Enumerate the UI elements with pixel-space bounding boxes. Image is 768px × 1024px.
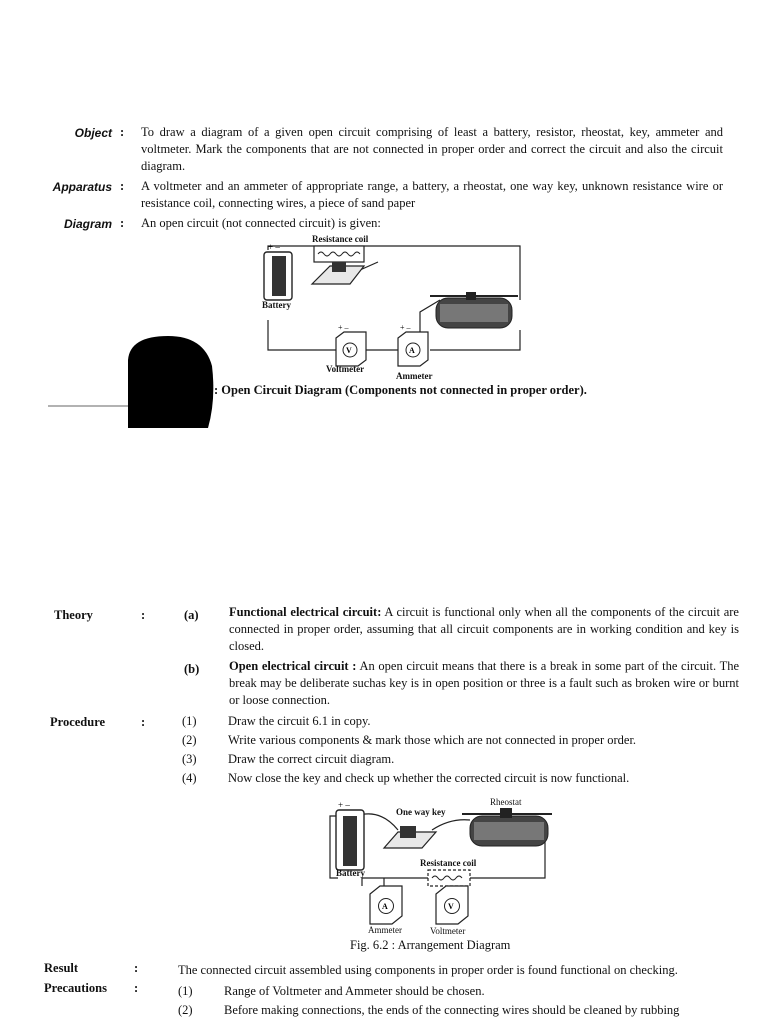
theory-label: Theory <box>54 608 93 622</box>
precaution-item: (1) Range of Voltmeter and Ammeter should be chosen. <box>178 984 485 998</box>
wire-left-bottom <box>268 320 338 350</box>
precautions-label: Precautions <box>44 981 107 995</box>
diagram-text: An open circuit (not connected circuit) is given: <box>141 216 381 230</box>
procedure-colon: : <box>141 715 146 729</box>
svg-text:+ –: + – <box>268 242 280 252</box>
wire-right <box>430 330 520 350</box>
precautions-colon: : <box>134 981 139 995</box>
key-fig2 <box>384 826 436 848</box>
theory-colon: : <box>141 608 146 622</box>
ammeter-fig1 <box>398 323 428 366</box>
theory-a-title: Functional electrical circuit: <box>229 605 382 619</box>
diagram-colon: : <box>120 216 125 230</box>
arrangement-figure <box>0 790 768 940</box>
procedure-step: (4) Now close the key and check up whether the corrected circuit is now functional. <box>182 771 630 785</box>
procedure-step: (2) Write various components & mark those which are not connected in proper order. <box>182 733 637 747</box>
apparatus-label: Apparatus <box>52 180 112 194</box>
resistance-coil-fig2 <box>428 870 470 886</box>
open-circuit-figure <box>0 0 768 440</box>
theory-a-paragraph <box>229 604 739 655</box>
fig1-ammeter-label: Ammeter <box>396 371 433 381</box>
procedure-label: Procedure <box>50 715 106 729</box>
theory-b-marker: (b) <box>184 662 200 676</box>
theory-a-marker: (a) <box>184 608 199 622</box>
key-fig1 <box>312 262 364 284</box>
fig1-battery-label: Battery <box>262 300 291 310</box>
fig2-ammeter-label: Ammeter <box>368 925 402 935</box>
wire-top <box>268 246 520 300</box>
battery-fig2 <box>336 800 364 870</box>
svg-text:V: V <box>346 346 352 355</box>
svg-text:V: V <box>448 902 454 911</box>
svg-text:+ –: + – <box>338 323 349 332</box>
fig1-caption: : Open Circuit Diagram (Components not connected in proper order). <box>214 383 587 397</box>
resistance-coil <box>314 246 364 262</box>
svg-text:+ –: + – <box>400 323 411 332</box>
rheostat-fig1 <box>430 292 518 328</box>
diagram-label: Diagram <box>63 217 112 231</box>
fig2-rheostat-label: Rheostat <box>490 797 522 807</box>
result-colon: : <box>134 961 139 975</box>
procedure-step: (1) Draw the circuit 6.1 in copy. <box>182 714 371 728</box>
fig2-voltmeter-label: Voltmeter <box>430 926 466 936</box>
apparatus-colon: : <box>120 179 125 193</box>
theory-b-text: An open circuit means that there is a break in some part of the circuit. The break may be deliberate suchas key is in open position or three is a fault such as broken wire or burnt or loose connection. <box>229 659 740 707</box>
ammeter-fig2 <box>370 886 402 924</box>
wire-key-rheostat <box>432 820 470 830</box>
svg-text:A: A <box>382 902 388 911</box>
svg-text:A: A <box>409 346 415 355</box>
apparatus-text: A voltmeter and an ammeter of appropriate range, a battery, a rheostat, one way key, unknown resistance wire or resistance coil, connecting wires, a piece of sand paper <box>141 179 723 210</box>
redaction-silhouette <box>128 336 213 428</box>
fig1-resistance-coil-label: Resistance coil <box>312 234 369 244</box>
object-colon: : <box>120 125 125 139</box>
precaution-item: (2) Before making connections, the ends of the connecting wires should be cleaned by rubbing <box>178 1003 680 1017</box>
object-label: Object <box>74 126 112 140</box>
wire-coil-left <box>362 878 428 886</box>
result-text: The connected circuit assembled using components in proper order is found functional on checking. <box>178 963 678 977</box>
result-label: Result <box>44 961 79 975</box>
theory-b-title: Open electrical circuit : <box>229 659 357 673</box>
object-text: To draw a diagram of a given open circuit comprising of least a battery, resistor, rheostat, key, ammeter and voltmeter. Mark the components that are not connected in proper order and correct the circuit and also the circuit diagram. <box>141 125 723 173</box>
svg-text:+ –: + – <box>338 800 350 810</box>
procedure-list <box>182 713 742 789</box>
theory-b-paragraph <box>229 658 739 709</box>
battery-fig1 <box>264 242 292 300</box>
procedure-step: (3) Draw the correct circuit diagram. <box>182 752 395 766</box>
fig1-voltmeter-label: Voltmeter <box>326 364 365 374</box>
theory-a-text: A circuit is functional only when all the components of the circuit are connected in proper order, assuming that all circuit components are in working condition and key is closed. <box>229 605 739 653</box>
rheostat-fig2 <box>462 808 552 846</box>
precautions-list <box>178 983 758 1021</box>
fig2-battery-label: Battery <box>336 868 365 878</box>
fig2-caption: Fig. 6.2 : Arrangement Diagram <box>350 938 511 952</box>
voltmeter-fig2 <box>436 886 468 924</box>
voltmeter-fig1 <box>336 323 366 366</box>
fig2-resistance-coil-label: Resistance coil <box>420 858 477 868</box>
fig2-one-way-key-label: One way key <box>396 807 446 817</box>
